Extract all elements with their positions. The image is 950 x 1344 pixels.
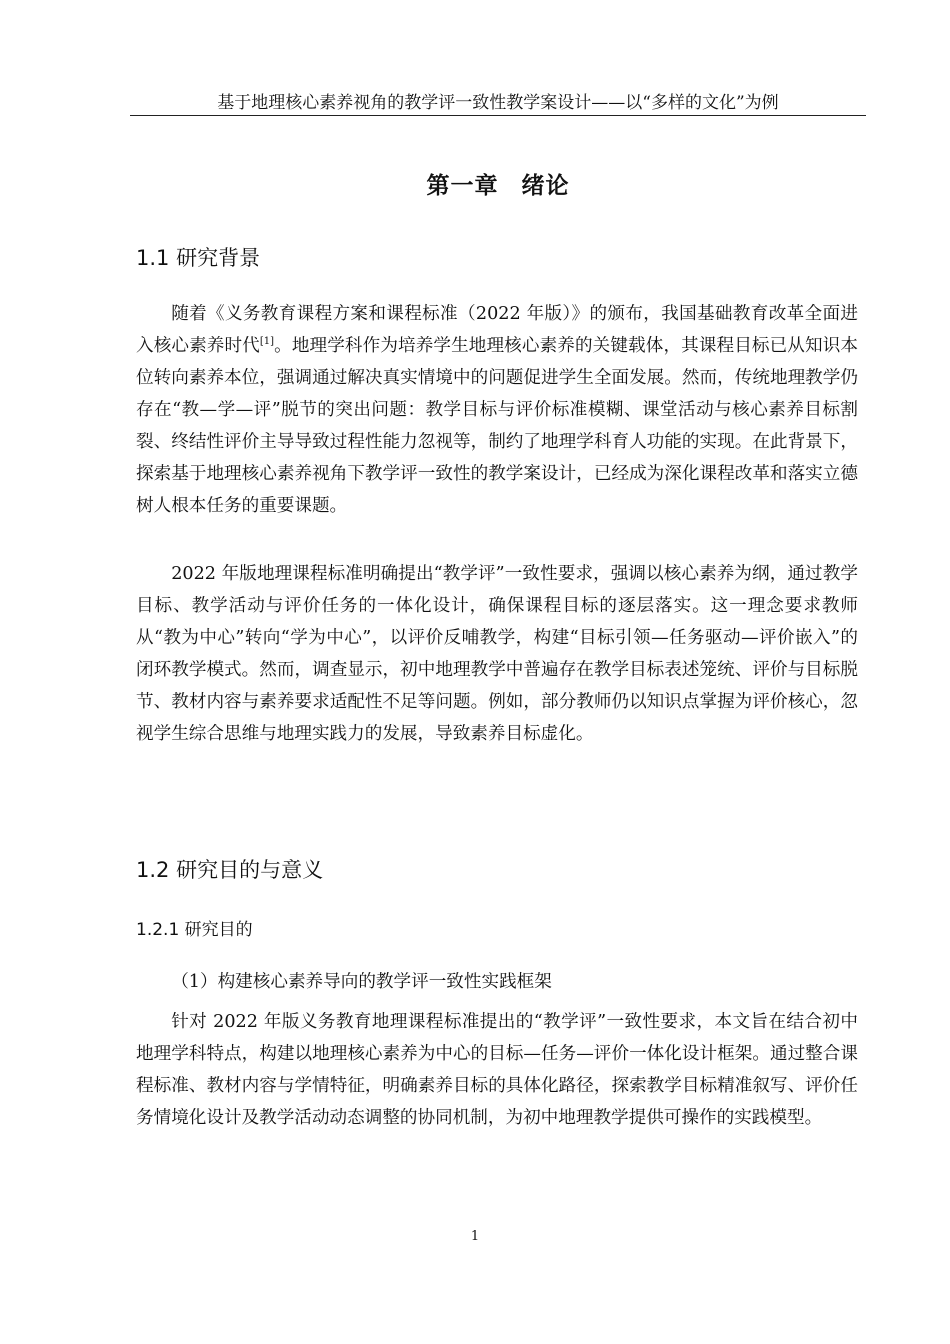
header-rule [130, 115, 866, 116]
citation-ref[interactable]: [1] [259, 336, 275, 348]
section-heading-1-1: 1.1 研究背景 [136, 246, 261, 270]
list-item-1: （1）构建核心素养导向的教学评一致性实践框架 [171, 972, 552, 992]
paragraph-purpose: 针对 2022 年版义务教育地理课程标准提出的“教学评”一致性要求，本文旨在结合初中地理学科特点，构建以地理核心素养为中心的目标—任务—评价一体化设计框架。通过整合课程标准、教材内容与学情特征，明确素养目标的具体化路径，探索教学目标精准叙写、评价任务情境化设计及教学活动动态调整的协同机制，为初中地理教学提供可操作的实践模型。 [136, 1012, 858, 1128]
running-header: 基于地理核心素养视角的教学评一致性教学案设计——以“多样的文化”为例 [217, 93, 779, 113]
paragraph-text: 随着《义务教育课程方案和课程标准（2022 年版）》的颁布，我国基础教育改革全面进入核心素养时代 [136, 304, 858, 356]
paragraph-text: 。地理学科作为培养学生地理核心素养的关键载体，其课程目标已从知识本位转向素养本位，强调通过解决真实情境中的问题促进学生全面发展。然而，传统地理教学仍存在“教—学—评”脱节的突出问题：教学目标与评价标准模糊、课堂活动与核心素养目标割裂、终结性评价主导导致过程性能力忽视等，制约了地理学科育人功能的实现。在此背景下，探索基于地理核心素养视角下教学评一致性的教学案设计，已经成为深化课程改革和落实立德树人根本任务的重要课题。 [136, 336, 858, 516]
paragraph-background-2: 2022 年版地理课程标准明确提出“教学评”一致性要求，强调以核心素养为纲，通过教学目标、教学活动与评价任务的一体化设计，确保课程目标的逐层落实。这一理念要求教师从“教为中心”转向“学为中心”，以评价反哺教学，构建“目标引领—任务驱动—评价嵌入”的闭环教学模式。然而，调查显示，初中地理教学中普遍存在教学目标表述笼统、评价与目标脱节、教材内容与素养要求适配性不足等问题。例如，部分教师仍以知识点掌握为评价核心，忽视学生综合思维与地理实践力的发展，导致素养目标虚化。 [136, 564, 858, 744]
paragraph-background-1 [136, 298, 858, 522]
subsection-heading-1-2-1: 1.2.1 研究目的 [136, 920, 253, 940]
section-heading-1-2: 1.2 研究目的与意义 [136, 858, 324, 882]
chapter-title: 第一章 绪论 [426, 173, 570, 199]
page-number: 1 [470, 1229, 480, 1244]
